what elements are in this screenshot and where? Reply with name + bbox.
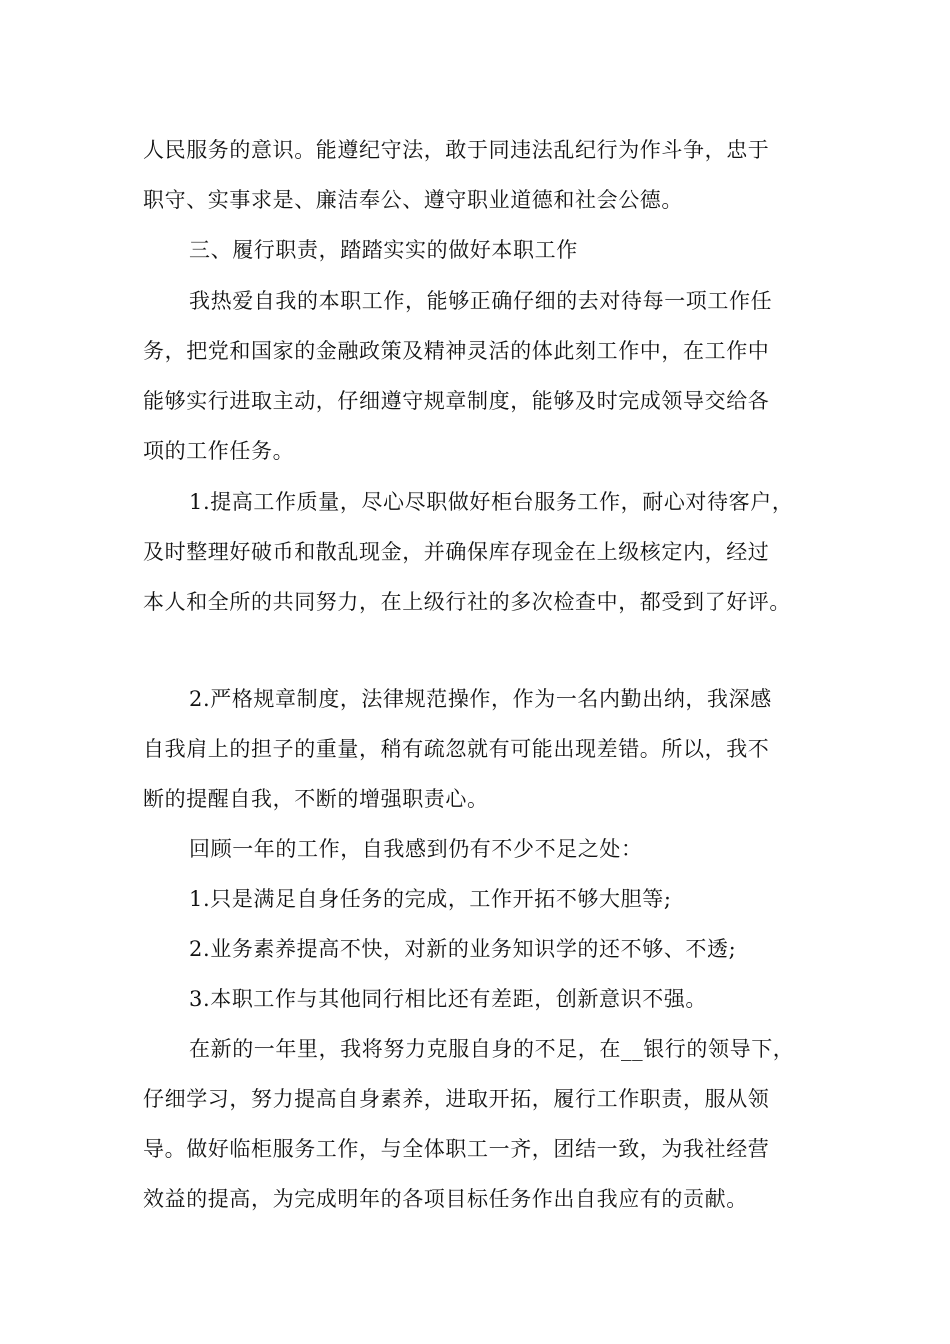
body-text-line: 效益的提高，为完成明年的各项目标任务作出自我应有的贡献。	[143, 1187, 748, 1211]
body-text-line: 我热爱自我的本职工作，能够正确仔细的去对待每一项工作任	[189, 289, 773, 313]
body-text-line: 在新的一年里，我将努力克服自身的不足，在__银行的领导下，	[189, 1037, 795, 1061]
list-item-text: 2.业务素养提高不快，对新的业务知识学的还不够、不透;	[189, 937, 737, 961]
body-text-line: 职守、实事求是、廉洁奉公、遵守职业道德和社会公德。	[143, 188, 683, 212]
body-text-line: 本人和全所的共同努力，在上级行社的多次检查中，都受到了好评。	[143, 590, 791, 614]
body-text-line: 回顾一年的工作，自我感到仍有不少不足之处：	[189, 837, 643, 861]
body-text-line: 人民服务的意识。能遵纪守法，敢于同违法乱纪行为作斗争，忠于	[143, 138, 770, 162]
body-text-line: 自我肩上的担子的重量，稍有疏忽就有可能出现差错。所以，我不	[143, 737, 770, 761]
body-text-line: 能够实行进取主动，仔细遵守规章制度，能够及时完成领导交给各	[143, 389, 770, 413]
body-text-line: 仔细学习，努力提高自身素养，进取开拓，履行工作职责，服从领	[143, 1087, 770, 1111]
list-item-text: 1.提高工作质量，尽心尽职做好柜台服务工作，耐心对待客户，	[189, 490, 794, 514]
list-item-text: 3.本职工作与其他同行相比还有差距，创新意识不强。	[189, 987, 708, 1011]
body-text-line: 项的工作任务。	[143, 439, 295, 463]
list-item-text: 2.严格规章制度，法律规范操作，作为一名内勤出纳，我深感	[189, 687, 772, 711]
body-text-line: 导。做好临柜服务工作，与全体职工一齐，团结一致，为我社经营	[143, 1137, 770, 1161]
body-text-line: 及时整理好破币和散乱现金，并确保库存现金在上级核定内，经过	[143, 540, 770, 564]
list-item-text: 1.只是满足自身任务的完成，工作开拓不够大胆等;	[189, 887, 672, 911]
body-text-line: 务，把党和国家的金融政策及精神灵活的体此刻工作中，在工作中	[143, 339, 770, 363]
section-heading: 三、履行职责，踏踏实实的做好本职工作	[189, 238, 578, 262]
body-text-line: 断的提醒自我，不断的增强职责心。	[143, 787, 489, 811]
